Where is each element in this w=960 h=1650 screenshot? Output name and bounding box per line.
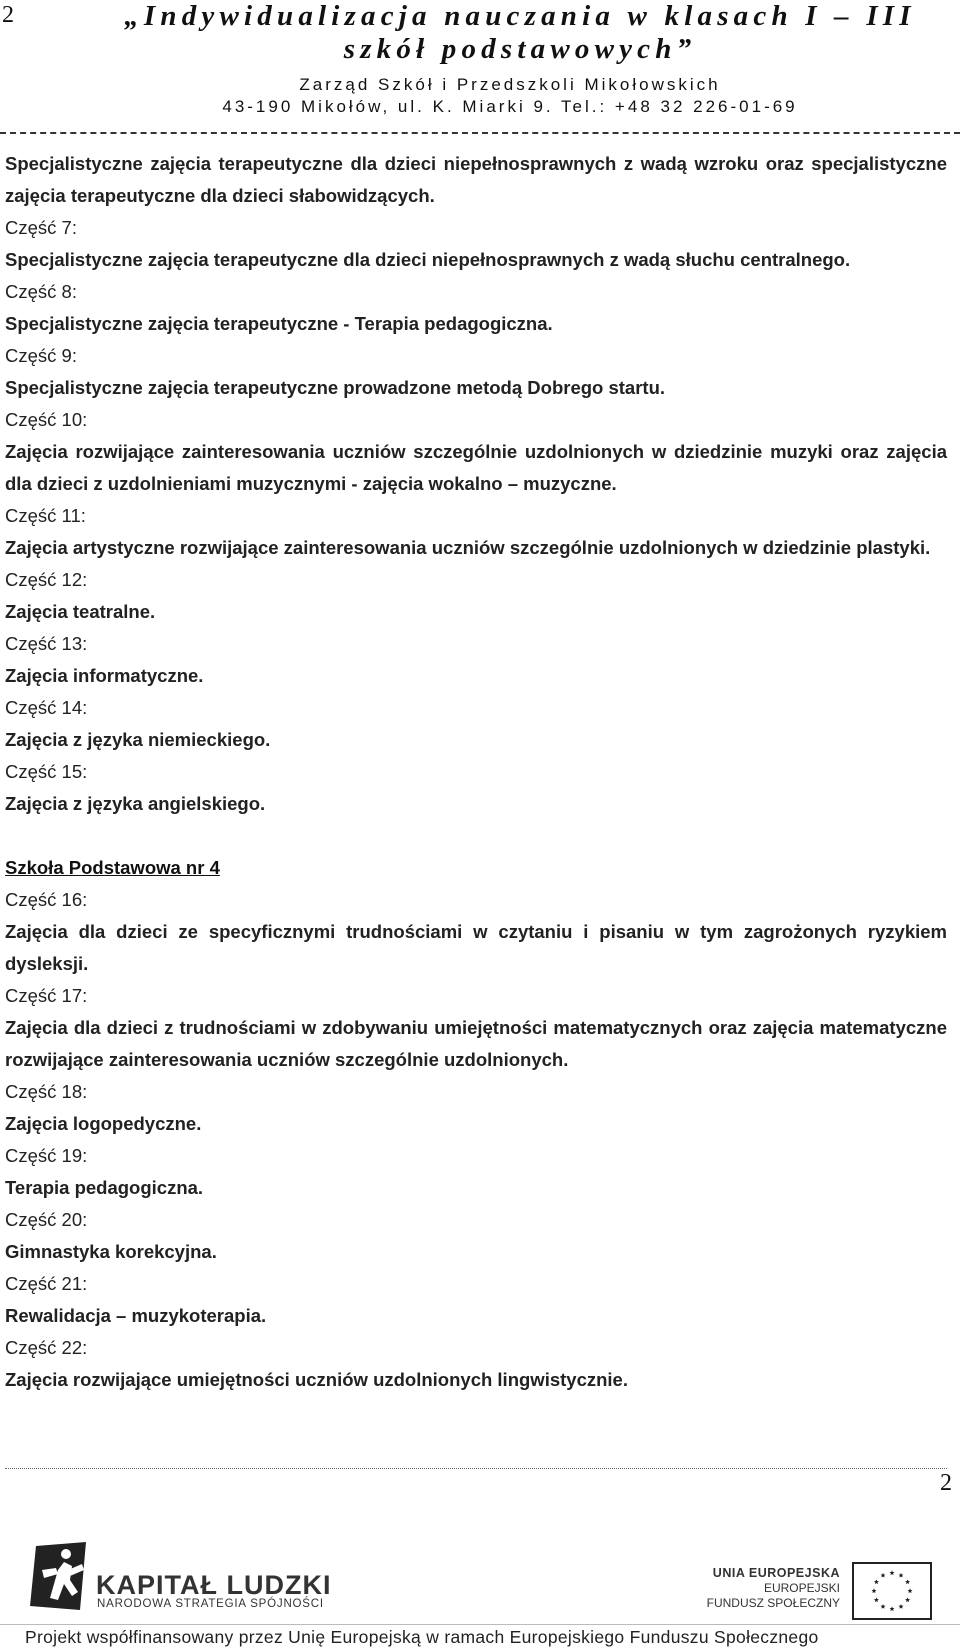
- part-label: Część 15:: [5, 761, 88, 782]
- kapital-ludzki-subtitle: NARODOWA STRATEGIA SPÓJNOŚCI: [97, 1598, 324, 1610]
- part-label: Część 20:: [5, 1209, 88, 1230]
- kapital-ludzki-title: KAPITAŁ LUDZKI: [96, 1570, 332, 1600]
- footer-dotted-divider: [5, 1468, 947, 1469]
- part-label: Część 8:: [5, 281, 77, 302]
- part-text: Zajęcia artystyczne rozwijające zainteresowania uczniów szczególnie uzdolnionych w dziedzinie plastyki.: [5, 537, 931, 558]
- header-dashed-divider: [0, 132, 960, 134]
- document-title-line2: szkół podstawowych”: [343, 33, 697, 65]
- eu-flag-icon: [852, 1562, 932, 1620]
- part-text: Zajęcia informatyczne.: [5, 665, 204, 686]
- part-label: Część 10:: [5, 409, 88, 430]
- page-number-bottom: 2: [940, 1470, 952, 1496]
- part-text: Terapia pedagogiczna.: [5, 1177, 204, 1198]
- part-text: Specjalistyczne zajęcia terapeutyczne - Terapia pedagogiczna.: [5, 313, 553, 334]
- part-label: Część 14:: [5, 697, 88, 718]
- document-title-line1: „Indywidualizacja nauczania w klasach I – III: [124, 0, 916, 32]
- organization-address: 43-190 Mikołów, ul. K. Miarki 9. Tel.: +48 32 226-01-69: [222, 97, 798, 116]
- part-text: Specjalistyczne zajęcia terapeutyczne prowadzone metodą Dobrego startu.: [5, 377, 666, 398]
- part-label: Część 7:: [5, 217, 77, 238]
- part-text: Zajęcia rozwijające umiejętności uczniów uzdolnionych lingwistycznie.: [5, 1369, 628, 1390]
- part-text: Zajęcia z języka angielskiego.: [5, 793, 266, 814]
- part-label: Część 9:: [5, 345, 77, 366]
- eu-line1: UNIA EUROPEJSKA: [712, 1566, 840, 1580]
- part-text: Zajęcia logopedyczne.: [5, 1113, 202, 1134]
- organization-name: Zarząd Szkół i Przedszkoli Mikołowskich: [299, 75, 721, 94]
- document-body: [5, 148, 947, 1396]
- part-label: Część 16:: [5, 889, 88, 910]
- part-text: Zajęcia teatralne.: [5, 601, 156, 622]
- project-cofinancing-note: Projekt współfinansowany przez Unię Europejską w ramach Europejskiego Funduszu Społecznego: [25, 1627, 819, 1647]
- part-label: Część 11:: [5, 505, 86, 526]
- kapital-ludzki-logo-icon: [28, 1540, 92, 1612]
- part-text: Zajęcia dla dzieci z trudnościami w zdobywaniu umiejętności matematycznych oraz zajęcia matematyczne rozwijające zainteresowania uczniów szczególnie uzdolnionych.: [5, 1017, 947, 1070]
- part-label: Część 21:: [5, 1273, 88, 1294]
- part-label: Część 22:: [5, 1337, 88, 1358]
- part-text: Specjalistyczne zajęcia terapeutyczne dla dzieci niepełnosprawnych z wadą słuchu centralnego.: [5, 249, 851, 270]
- part-label: Część 18:: [5, 1081, 88, 1102]
- page-number-top: 2: [2, 2, 14, 28]
- part-text: Zajęcia rozwijające zainteresowania uczniów szczególnie uzdolnionych w dziedzinie muzyki oraz zajęcia dla dzieci z uzdolnieniami muzycznymi - zajęcia wokalno – muzyczne.: [5, 441, 947, 494]
- part-label: Część 17:: [5, 985, 88, 1006]
- part-label: Część 19:: [5, 1145, 88, 1166]
- part-label: Część 13:: [5, 633, 88, 654]
- part-text: Zajęcia z języka niemieckiego.: [5, 729, 271, 750]
- intro-text: Specjalistyczne zajęcia terapeutyczne dla dzieci niepełnosprawnych z wadą wzroku oraz specjalistyczne zajęcia terapeutyczne dla dzieci słabowidzących.: [5, 153, 947, 206]
- part-text: Rewalidacja – muzykoterapia.: [5, 1305, 267, 1326]
- part-label: Część 12:: [5, 569, 88, 590]
- part-text: Gimnastyka korekcyjna.: [5, 1241, 217, 1262]
- school-heading: Szkoła Podstawowa nr 4: [5, 857, 220, 878]
- eu-line3: FUNDUSZ SPOŁECZNY: [706, 1596, 840, 1610]
- eu-text-block: [690, 1566, 840, 1611]
- part-text: Zajęcia dla dzieci ze specyficznymi trudnościami w czytaniu i pisaniu w tym zagrożonych ryzykiem dysleksji.: [5, 921, 947, 974]
- eu-line2: EUROPEJSKI: [763, 1581, 840, 1595]
